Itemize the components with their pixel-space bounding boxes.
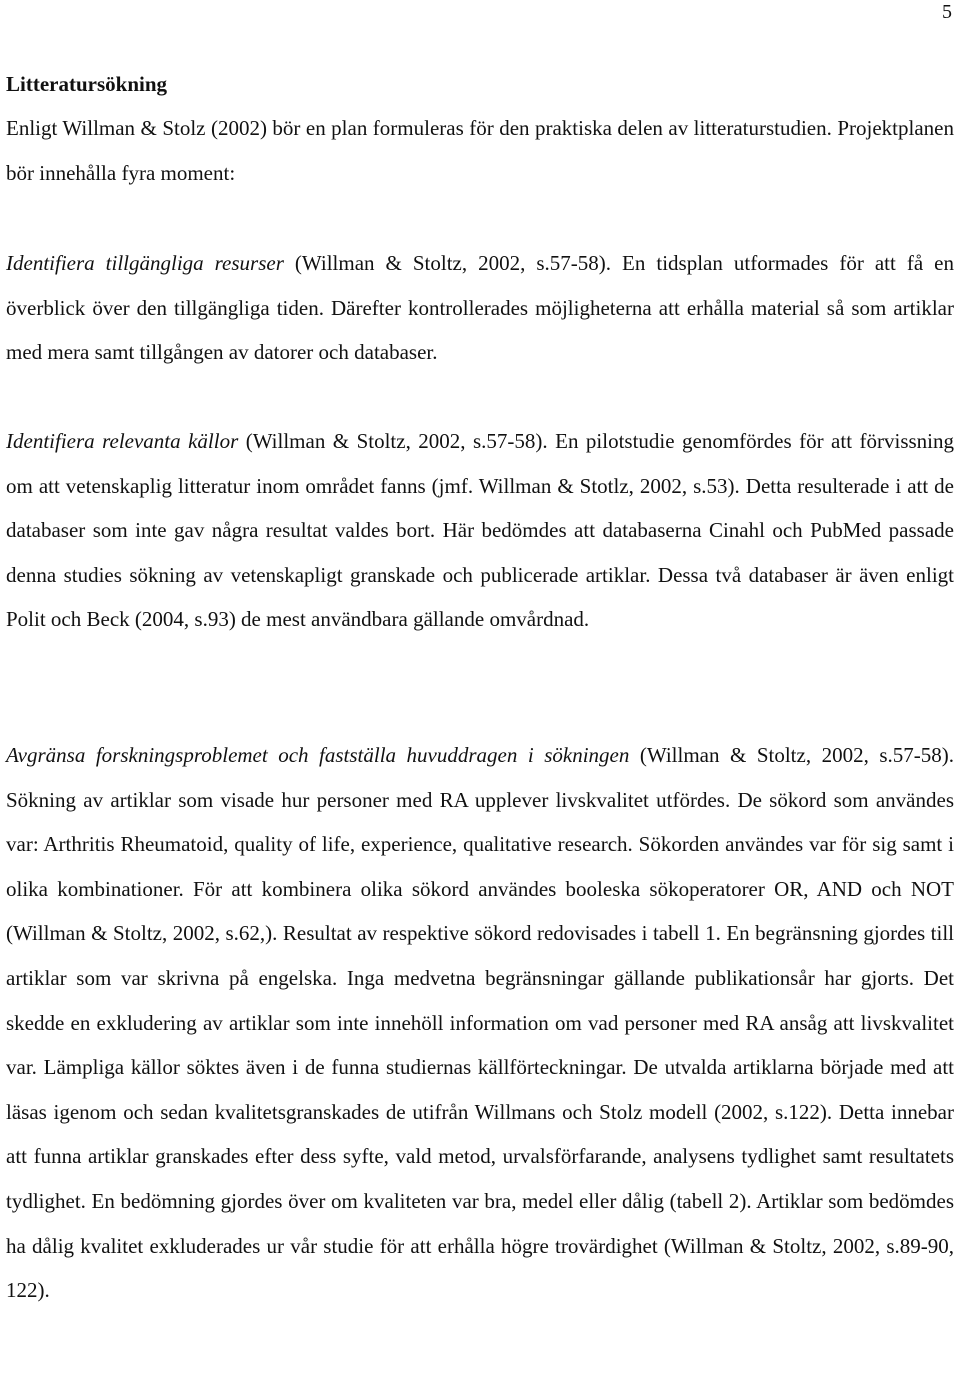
paragraph-intro	[6, 106, 954, 195]
paragraph-text: (Willman & Stoltz, 2002, s.57-58). Sökning av artiklar som visade hur personer med RA upplever livskvalitet utfördes. De sökord som användes var: Arthritis Rheumatoid, quality of life, experience, qualitative research. Sökorden användes var för sig samt i olika kombinationer. För att kombinera olika sökord användes booleska sökoperatorer OR, AND och NOT (Willman & Stoltz, 2002, s.62,). Resultat av respektive sökord redovisades i tabell 1. En begränsning gjordes till artiklar som var skrivna på engelska. Inga medvetna begränsningar gällande publikationsår har gjorts. Det skedde en exkludering av artiklar som inte innehöll information om vad personer med RA ansåg att livskvalitet var. Lämpliga källor söktes även i de funna studiernas källförteckningar. De utvalda artiklarna började med att läsas igenom och sedan kvalitetsgranskades de utifrån Willmans och Stolz modell (2002, s.122). Detta innebar att funna artiklar granskades efter dess syfte, vald metod, urvalsförfarande, analysens tydlighet samt resultatets tydlighet. En bedömning gjordes över om kvaliteten var bra, medel eller dålig (tabell 2). Artiklar som bedömdes ha dålig kvalitet exkluderades ur vår studie för att erhålla högre trovärdighet (Willman & Stoltz, 2002, s.89-90, 122).	[6, 743, 954, 1303]
paragraph-lead: Identifiera tillgängliga resurser	[6, 251, 284, 275]
paragraph-sources	[6, 419, 954, 642]
paragraph-lead: Identifiera relevanta källor	[6, 429, 239, 453]
section-heading: Litteratursökning	[6, 72, 168, 96]
paragraph-text: (Willman & Stoltz, 2002, s.57-58). En pilotstudie genomfördes för att förvissning om att vetenskaplig litteratur inom området fanns (jmf. Willman & Stotlz, 2002, s.53). Detta resulterade i att de databaser som inte gav några resultat valdes bort. Här bedömdes att databaserna Cinahl och PubMed passade denna studies sökning av vetenskapligt granskade och publicerade artiklar. Dessa två databaser är även enligt Polit och Beck (2004, s.93) de mest användbara gällande omvårdnad.	[6, 429, 954, 632]
paragraph-resources	[6, 241, 954, 375]
page-number: 5	[942, 1, 952, 23]
paragraph-text: (Willman & Stoltz, 2002, s.57-58). En tidsplan utformades för att få en överblick över den tillgängliga tiden. Därefter kontrollerades möjligheterna att erhålla material så som artiklar med mera samt tillgången av datorer och databaser.	[6, 251, 954, 365]
paragraph-text: Enligt Willman & Stolz (2002) bör en plan formuleras för den praktiska delen av litteraturstudien. Projektplanen bör innehålla fyra moment:	[6, 116, 954, 185]
paragraph-lead: Avgränsa forskningsproblemet och fastställa huvuddragen i sökningen	[6, 743, 630, 767]
paragraph-search	[6, 733, 954, 1313]
